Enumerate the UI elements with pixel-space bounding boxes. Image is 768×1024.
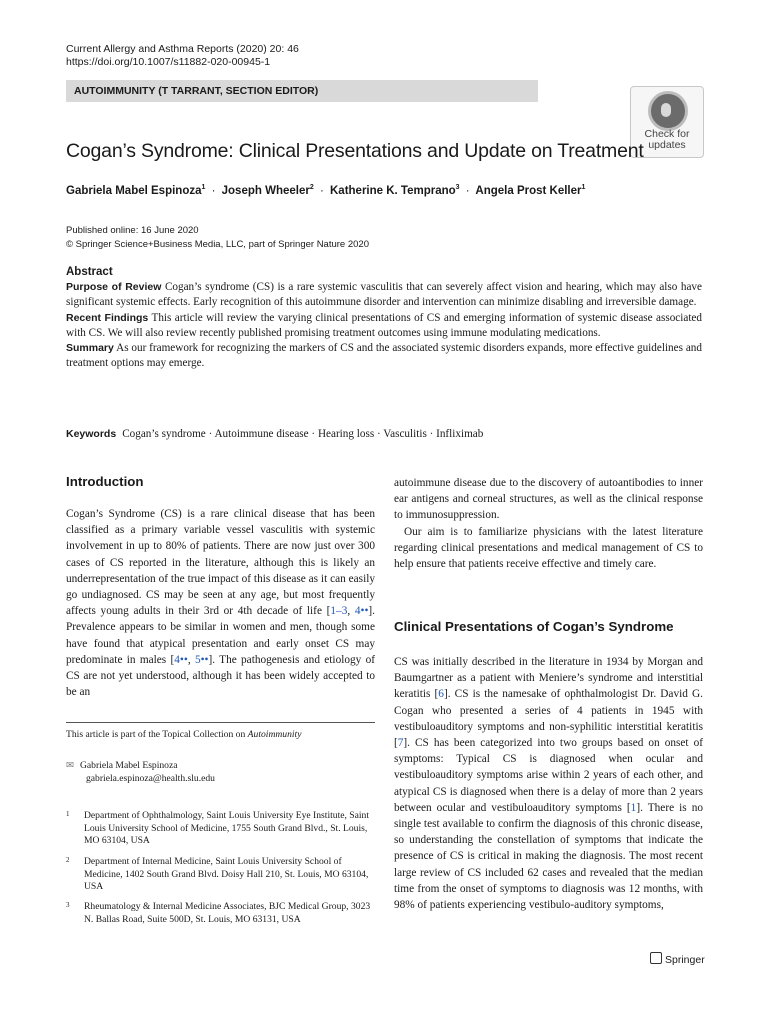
citation-link[interactable]: 5•• (194, 653, 209, 666)
abstract-summary (66, 341, 702, 371)
text-run: ]. CS is the namesake of ophthalmologist Dr. David G. Cogan who presented a series of 4 patients in 1945 with vestibuloauditory symptoms and non-syphilitic interstitial keratitis [ (394, 688, 703, 750)
text-run: ]. There is no single test available to confirm the diagnosis of this chronic disease, so understanding the constellation of symptoms that indicate the presence of CS is critical in making the diagnosis. The most recent large review of CS included 62 cases and revealed that the median time from the onset of symptoms to diagnosis was 12 months, with 98% of patients experiencing vestibulo-auditory symptoms, (394, 801, 704, 912)
introduction-paragraph: Our aim is to familiarize physicians with the latest literature regarding clinical presentations and medical management of CS to help ensure that patients receive effective and timely care. (394, 525, 703, 571)
affiliation (66, 810, 375, 848)
springer-horse-icon (650, 952, 662, 964)
affiliation-text: Rheumatology & Internal Medicine Associates, BJC Medical Group, 3023 N. Ballas Road, Suite 500D, St. Louis, MO 63131, USA (84, 901, 371, 925)
abstract-findings-label: Recent Findings (66, 311, 149, 324)
author-list (66, 184, 585, 197)
contact-email[interactable]: gabriela.espinoza@health.slu.edu (86, 772, 215, 784)
author-separator: · (211, 184, 216, 197)
keywords-label: Keywords (66, 428, 117, 440)
introduction-heading: Introduction (66, 474, 144, 489)
check-updates-line2: updates (648, 139, 686, 151)
introduction-continued (394, 475, 703, 572)
text-run: , (187, 653, 195, 666)
text-run: , (347, 605, 355, 618)
author-separator: · (465, 184, 470, 197)
introduction-body (66, 506, 375, 700)
journal-name: Current Allergy and Asthma Reports (2020) 20: 46 (66, 43, 299, 55)
introduction-paragraph (66, 506, 375, 700)
section-banner: AUTOIMMUNITY (T TARRANT, SECTION EDITOR) (66, 80, 538, 102)
envelope-icon: ✉ (66, 760, 75, 771)
affiliation (66, 901, 375, 926)
clinical-presentations-body (394, 654, 703, 913)
abstract (66, 265, 702, 371)
clinical-paragraph (394, 654, 703, 913)
journal-citation (66, 43, 299, 69)
affiliation-number: 2 (66, 856, 70, 864)
author-name[interactable]: Gabriela Mabel Espinoza (66, 184, 202, 197)
author-affiliation-mark: 3 (455, 184, 460, 191)
abstract-purpose-label: Purpose of Review (66, 281, 162, 294)
citation-link[interactable]: 4•• (174, 653, 188, 666)
affiliation-number: 3 (66, 901, 70, 909)
affiliation-number: 1 (66, 810, 70, 818)
introduction-paragraph: autoimmune disease due to the discovery of autoantibodies to inner ear antigens and corneal structures, as well as the clinical response to immunosuppression. (394, 477, 703, 522)
topical-prefix: This article is part of the Topical Collection on (66, 729, 248, 740)
crossmark-icon (648, 91, 688, 131)
author-name[interactable]: Joseph Wheeler (221, 184, 310, 197)
affiliation-text: Department of Internal Medicine, Saint Louis University School of Medicine, 1402 South Grand Blvd. Doisy Hall 210, St. Louis, MO 63104, USA (84, 856, 369, 893)
author-affiliation-mark: 2 (309, 184, 314, 191)
check-updates-line1: Check for (644, 128, 690, 140)
author-name[interactable]: Angela Prost Keller (475, 184, 582, 197)
text-run: ]. CS has been categorized into two groups based on onset of symptoms: Typical CS is diagnosed when ocular and vestibuloauditory symptoms arise within 2 years of each other, and atypical CS is diagnosed when there is a delay of more than 2 years between ocular and vestibuloauditory symptoms [ (394, 737, 703, 814)
article-title: Cogan’s Syndrome: Clinical Presentations and Update on Treatment (66, 140, 644, 162)
copyright-notice: © Springer Science+Business Media, LLC, part of Springer Nature 2020 (66, 239, 369, 250)
corresponding-author (66, 760, 215, 785)
abstract-purpose (66, 280, 702, 310)
publication-info (66, 224, 369, 252)
abstract-summary-text: As our framework for recognizing the markers of CS and the associated systemic disorders expands, more effective guidelines and treatment options may emerge. (66, 342, 702, 370)
contact-name: Gabriela Mabel Espinoza (80, 760, 178, 771)
publisher-logo (650, 952, 705, 966)
citation-link[interactable]: 1–3 (330, 605, 348, 618)
keywords-text: Cogan’s syndrome · Autoimmune disease · Hearing loss · Vasculitis · Infliximab (122, 428, 484, 440)
affiliation (66, 856, 375, 894)
citation-link[interactable]: 1 (630, 801, 637, 814)
citation-link[interactable]: 4•• (354, 605, 369, 618)
topical-collection-note (66, 729, 301, 740)
topical-topic[interactable]: Autoimmunity (247, 729, 302, 740)
clinical-presentations-heading: Clinical Presentations of Cogan’s Syndrome (394, 619, 674, 634)
text-run: ]. The pathogenesis and etiology of CS are not yet understood, although it has been widely accepted to be an (66, 653, 376, 699)
keywords (66, 428, 702, 440)
text-run: CS was initially described in the literature in 1934 by Morgan and Baumgartner as a patient with Meniere’s syndrome and interstitial keratitis [ (394, 656, 703, 701)
abstract-findings-text: This article will review the varying clinical presentations of CS and emerging information of systemic disease associated with CS. We will also review recently published promising treatment outcomes using immune modulating medications. (66, 311, 702, 339)
text-run: ]. Prevalence appears to be similar in women and men, though some have found that atypical presentation and early onset CS may predominate in males [ (66, 605, 375, 666)
text-run: Cogan’s Syndrome (CS) is a rare clinical disease that has been classified as a primary variable vessel vasculitis with systemic involvement in up to 80% of patients. There are now just over 300 cases of CS reported in the literature, although this is likely an underrepresentation of the true impact of this disease as it can easily go undiagnosed. CS may be seen at any age, but most frequently affects young adults in their 3rd or 4th decade of life [ (66, 508, 375, 618)
abstract-summary-label: Summary (66, 342, 114, 355)
published-date: Published online: 16 June 2020 (66, 225, 199, 236)
citation-link[interactable]: 6 (438, 688, 444, 701)
author-separator: · (319, 184, 324, 197)
author-affiliation-mark: 1 (581, 184, 586, 191)
doi-link[interactable]: https://doi.org/10.1007/s11882-020-00945-1 (66, 56, 271, 68)
footnote-divider (66, 722, 375, 723)
abstract-heading: Abstract (66, 266, 113, 278)
abstract-findings (66, 311, 702, 341)
citation-link[interactable]: 7 (397, 737, 404, 750)
abstract-purpose-text: Cogan’s syndrome (CS) is a rare systemic vasculitis that can severely affect vision and hearing, which may also have significant systemic effects. Early recognition of this autoimmune disorder and intervention can minimize disabling and irreversible damage. (66, 281, 702, 309)
affiliation-text: Department of Ophthalmology, Saint Louis University Eye Institute, Saint Louis University School of Medicine, 1755 South Grand Blvd., St. Louis, MO 63104, USA (84, 810, 370, 847)
publisher-name: Springer (665, 954, 705, 966)
author-affiliation-mark: 1 (201, 184, 206, 191)
author-name[interactable]: Katherine K. Temprano (330, 184, 456, 197)
